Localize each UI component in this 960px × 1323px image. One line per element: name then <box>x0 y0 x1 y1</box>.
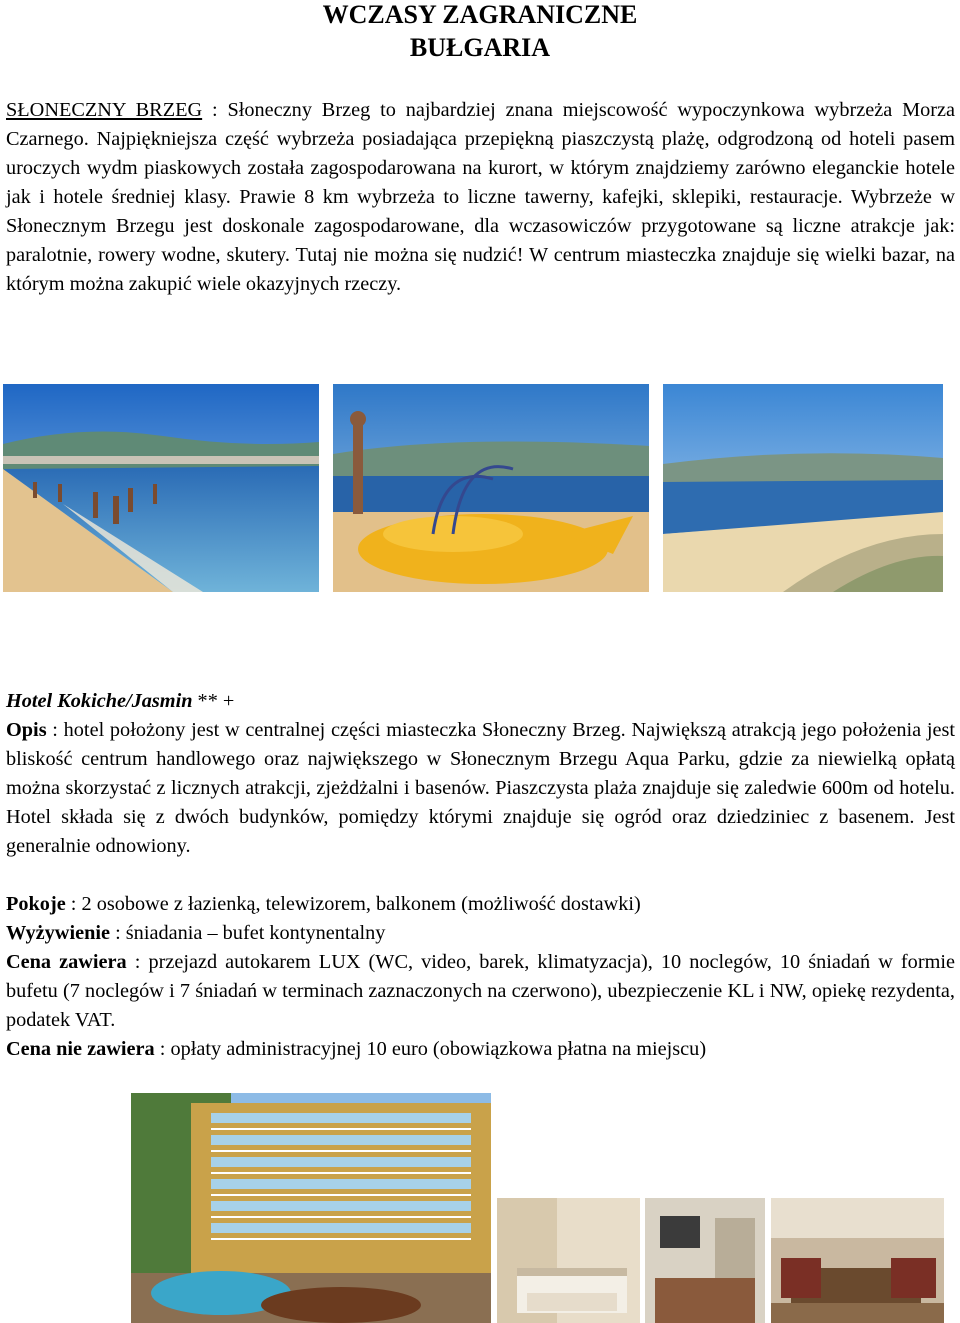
page-subtitle-country: BUŁGARIA <box>409 33 551 62</box>
cena-nie-zawiera-text: : opłaty administracyjnej 10 euro (obowiązkowa płatna na miejscu) <box>154 1038 707 1060</box>
wyzywienie-text: : śniadania – bufet kontynentalny <box>110 922 386 944</box>
cena-zawiera-label: Cena zawiera <box>6 951 127 973</box>
hotel-lobby-photo <box>771 1198 944 1323</box>
cena-nie-zawiera-label: Cena nie zawiera <box>6 1038 155 1060</box>
beach-photo-2-pedalos <box>333 384 649 592</box>
page-title: WCZASY ZAGRANICZNE <box>322 0 638 29</box>
hotel-heading <box>6 687 234 716</box>
hotel-building-photo <box>131 1093 491 1323</box>
hotel-name: Hotel Kokiche/Jasmin <box>6 690 193 712</box>
board-line <box>6 919 955 948</box>
price-includes <box>6 948 955 1035</box>
intro-paragraph <box>6 96 955 299</box>
opis-text: : hotel położony jest w centralnej części miasteczka Słoneczny Brzeg. Największą atrakcją jego położenia jest bliskość centrum handlowego oraz największego w Słonecznym Brzegu Aqua Parku, gdzie za niewielką opłatą można skorzystać z licznych atrakcji, zjeżdżalni i basenów. Piaszczysta plaża znajduje się zaledwie 600m od hotelu. Hotel składa się z dwóch budynków, pomiędzy którymi znajduje się ogród oraz dziedziniec z basenem. Jest generalnie odnowiony. <box>6 719 955 857</box>
hotel-room-photo-1 <box>497 1198 640 1323</box>
hotel-description <box>6 716 955 861</box>
hotel-stars: ** + <box>192 690 235 712</box>
rooms-line <box>6 890 955 919</box>
intro-text: : Słoneczny Brzeg to najbardziej znana miejscowość wypoczynkowa wybrzeża Morza Czarnego. Najpiękniejsza część wybrzeża posiadająca przepiękną piaszczystą plażę, odgrodzoną od hoteli pasem uroczych wydm piaskowych została zagospodarowana na kurort, w którym znajdziemy zarówno eleganckie hotele jak i hotele średniej klasy. Prawie 8 km wybrzeża to liczne tawerny, kafejki, sklepiki, restauracje. Wybrzeże w Słonecznym Brzegu jest doskonale zagospodarowane, dla wczasowiczów przygotowane są liczne atrakcje jak: paralotnie, rowery wodne, skutery. Tutaj nie można się nudzić! W centrum miasteczka znajduje się wielki bazar, na którym można zakupić wiele okazyjnych rzeczy. <box>6 99 955 295</box>
beach-photo-3-dunes <box>663 384 943 592</box>
cena-zawiera-text: : przejazd autokarem LUX (WC, video, barek, klimatyzacja), 10 noclegów, 10 śniadań w formie bufetu (7 noclegów i 7 śniadań w terminach zaznaczonych na czerwono), ubezpieczenie KL i NW, opiekę rezydenta, podatek VAT. <box>6 951 955 1031</box>
pokoje-label: Pokoje <box>6 893 66 915</box>
price-excludes <box>6 1035 955 1064</box>
place-name-link[interactable]: SŁONECZNY BRZEG <box>6 99 203 121</box>
beach-photo-1 <box>3 384 319 592</box>
pokoje-text: : 2 osobowe z łazienką, telewizorem, balkonem (możliwość dostawki) <box>65 893 641 915</box>
opis-label: Opis <box>6 719 47 741</box>
wyzywienie-label: Wyżywienie <box>6 922 111 944</box>
hotel-room-photo-2 <box>645 1198 765 1323</box>
